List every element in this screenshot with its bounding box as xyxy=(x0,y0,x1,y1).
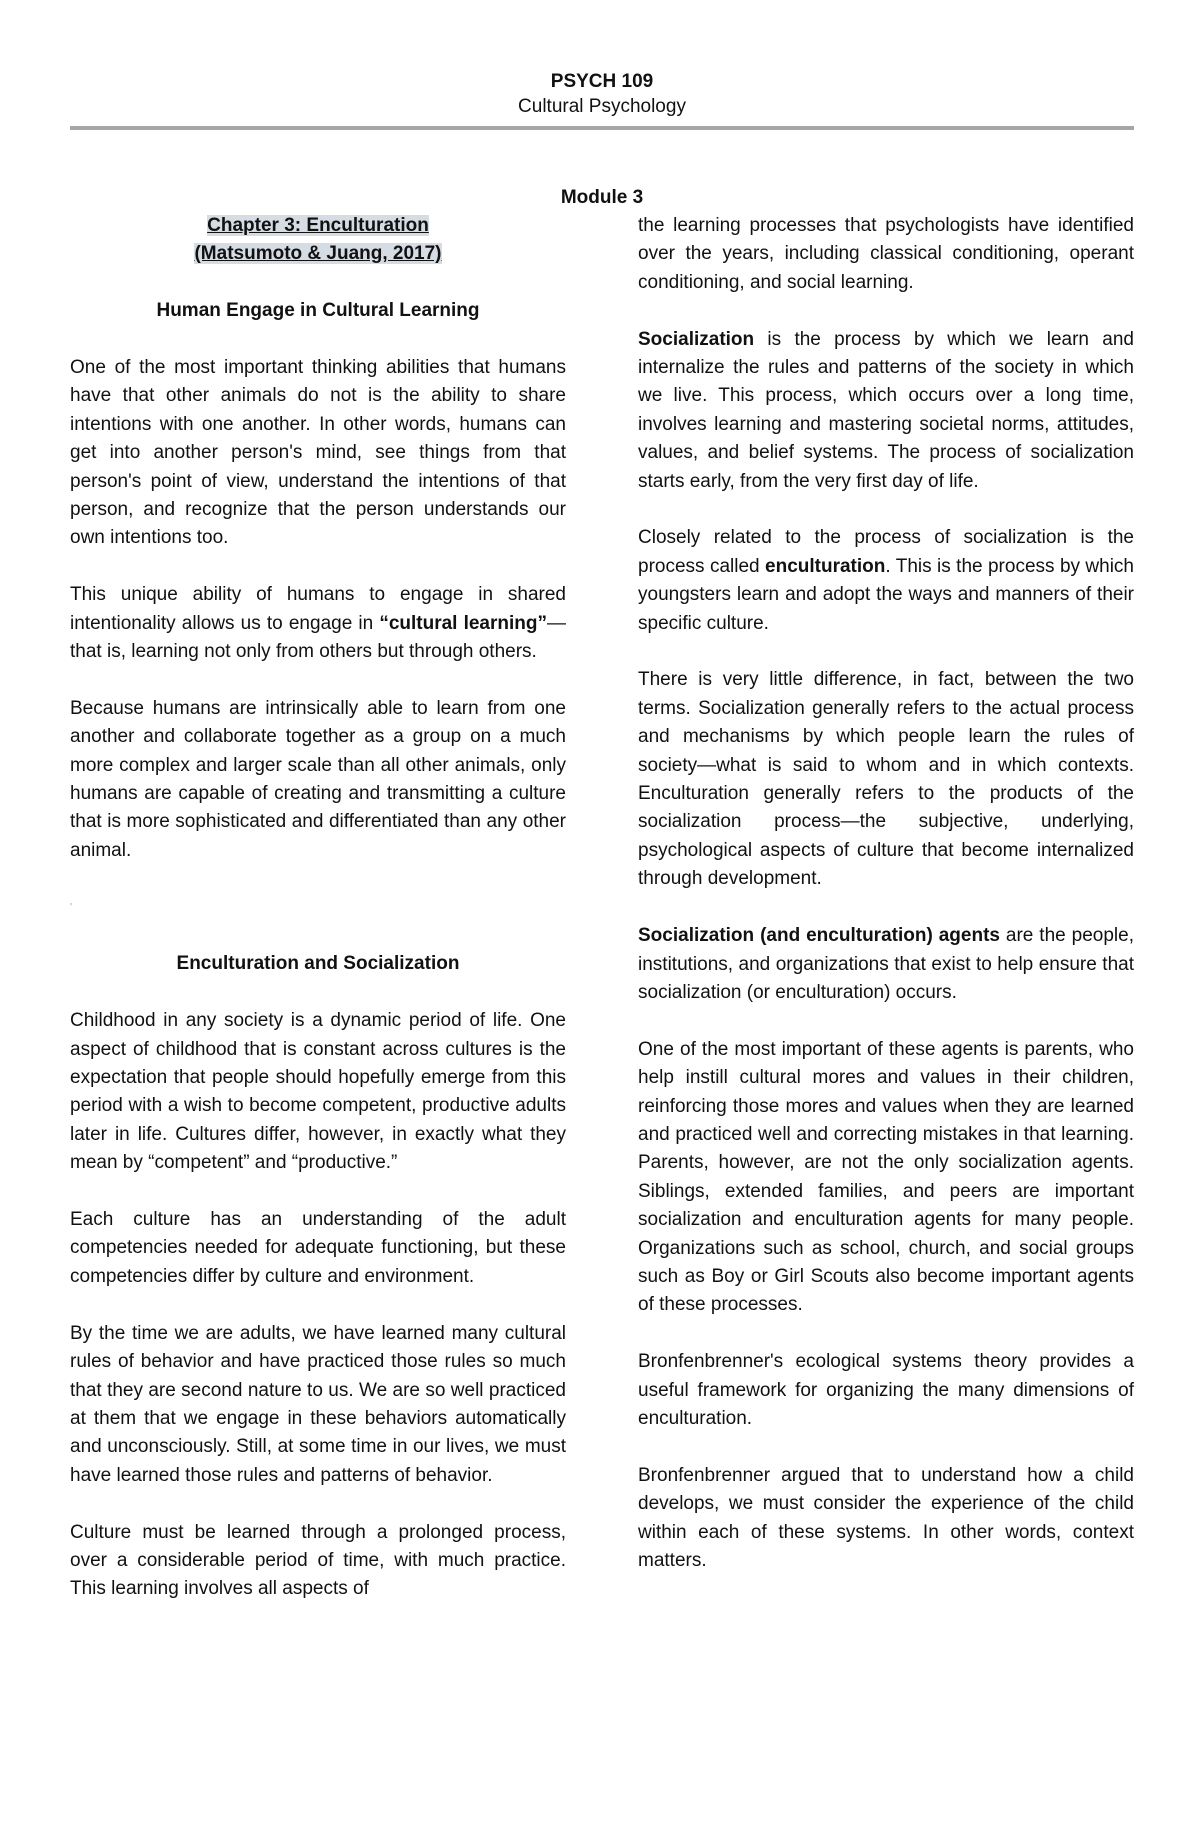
course-name: Cultural Psychology xyxy=(518,96,686,117)
paragraph: Childhood in any society is a dynamic period of life. One aspect of childhood that is constant across cultures is the expectation that people should hopefully emerge from this period with a wish to become competent, productive adults later in life. Cultures differ, however, in exactly what they mean by “competent” and “productive.” xyxy=(70,1010,566,1174)
stray-mark: ' xyxy=(70,901,72,913)
course-code: PSYCH 109 xyxy=(550,71,654,92)
section-heading-cultural-learning: Human Engage in Cultural Learning xyxy=(156,300,480,322)
paragraph-text: are the people, institutions, and organizations that exist to help ensure that socialization (or enculturation) occurs. xyxy=(638,925,1134,1003)
spacer xyxy=(70,269,566,297)
left-column xyxy=(70,212,566,1632)
paragraph xyxy=(638,922,1134,1007)
chapter-title xyxy=(70,212,566,240)
right-column xyxy=(638,212,1134,1604)
paragraph: There is very little difference, in fact, between the two terms. Socialization generally refers to the actual process and mechanisms by which people learn the rules of society—what is said to whom and in which contexts. Enculturation generally refers to the products of the socialization process—the subjective, underlying, psychological aspects of culture that become internalized through development. xyxy=(638,669,1134,890)
paragraph: One of the most important thinking abilities that humans have that other animals do not is the ability to share intentions with one another. In other words, humans can get into another person's mind, see things from that person's point of view, understand the intentions of that person, and recognize that the person understands our own intentions too. xyxy=(70,357,566,549)
term-socialization: Socialization xyxy=(638,328,755,350)
paragraph: the learning processes that psychologists have identified over the years, including classical conditioning, operant conditioning, and social learning. xyxy=(638,215,1134,293)
paragraph-text: . This is the process by which youngsters learn and adopt the ways and manners of their specific culture. xyxy=(638,555,1134,634)
section-heading-enculturation-socialization: Enculturation and Socialization xyxy=(176,953,460,975)
paragraph xyxy=(638,524,1134,638)
paragraph: Because humans are intrinsically able to learn from one another and collaborate together as a group on a much more complex and larger scale than all other animals, only humans are capable of creating and transmitting a culture that is more sophisticated and differentiated than any other animal. xyxy=(70,697,566,861)
chapter-title-line: Chapter 3: Enculturation xyxy=(207,215,429,236)
paragraph: Each culture has an understanding of the adult competencies needed for adequate functioning, but these competencies differ by culture and environment. xyxy=(70,1209,566,1287)
paragraph: Bronfenbrenner's ecological systems theory provides a useful framework for organizing the many dimensions of enculturation. xyxy=(638,1351,1134,1429)
spacer xyxy=(70,922,566,950)
term-cultural-learning: “cultural learning” xyxy=(379,612,547,634)
paragraph: By the time we are adults, we have learned many cultural rules of behavior and have practiced those rules so much that they are second nature to us. We are so well practiced at them that we engage in these behaviors automatically and unconsciously. Still, at some time in our lives, we must have learned those rules and patterns of behavior. xyxy=(70,1322,566,1486)
paragraph-text: Closely related to the process of socialization is the process called xyxy=(638,527,1134,577)
page-header xyxy=(70,70,1134,120)
paragraph: Bronfenbrenner argued that to understand how a child develops, we must consider the experience of the child within each of these systems. In other words, context matters. xyxy=(638,1464,1134,1571)
paragraph xyxy=(638,326,1134,496)
paragraph: One of the most important of these agents is parents, who help instill cultural mores and values in their children, reinforcing those mores and values when they are learned and practiced well and correcting mistakes in that learning. Parents, however, are not the only socialization agents. Siblings, extended families, and peers are important socialization and enculturation agents for many people. Organizations such as school, church, and social groups such as Boy or Girl Scouts also become important agents of these processes. xyxy=(638,1038,1134,1316)
term-socialization-agents: Socialization (and enculturation) agents xyxy=(638,925,1000,947)
header-divider xyxy=(70,126,1134,130)
chapter-citation-line: (Matsumoto & Juang, 2017) xyxy=(194,243,442,265)
module-title: Module 3 xyxy=(560,187,644,208)
paragraph-text: —that is, learning not only from others but through others. xyxy=(70,612,566,663)
paragraph-text: This unique ability of humans to engage in shared intentionality allows us to engage in xyxy=(70,584,566,634)
paragraph: Culture must be learned through a prolonged process, over a considerable period of time, with much practice. This learning involves all aspects of xyxy=(70,1521,566,1600)
chapter-citation xyxy=(70,240,566,268)
paragraph xyxy=(70,581,566,666)
paragraph-text: is the process by which we learn and internalize the rules and patterns of the society in which we live. This process, which occurs over a long time, involves learning and mastering societal norms, attitudes, values, and belief systems. The process of socialization starts early, from the very first day of life. xyxy=(638,328,1134,492)
term-enculturation: enculturation xyxy=(765,555,886,577)
